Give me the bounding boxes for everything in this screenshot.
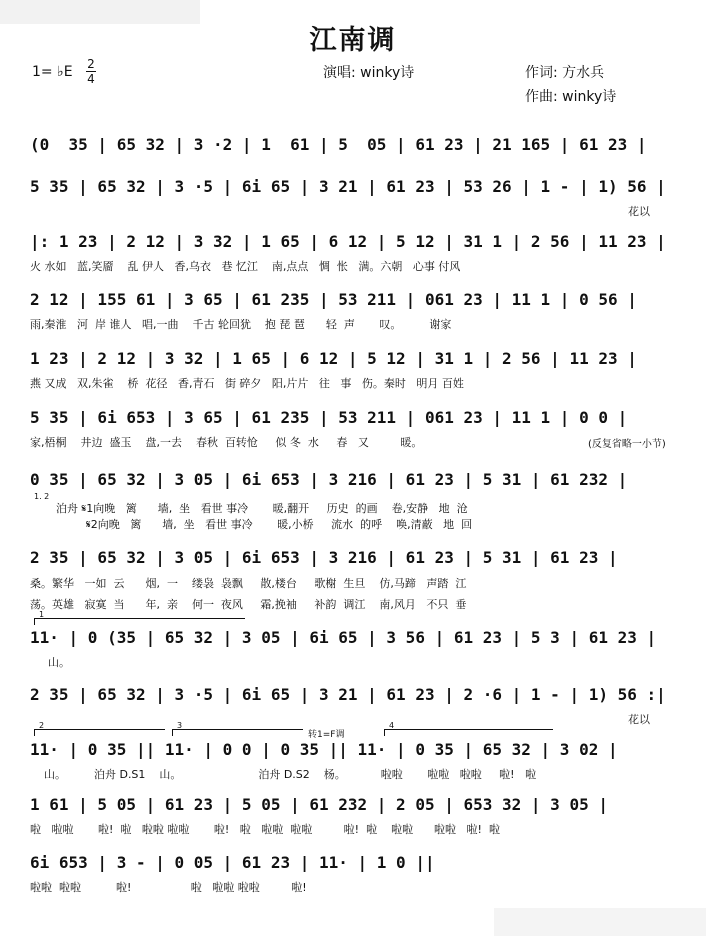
lyric-row-8a: 桑。繁华 一如 云 烟, 一 缕袅 袅飘 散,楼台 歌榭 生旦 仿,马蹄 声踏 江 (30, 577, 467, 590)
score-row-3: |: 1 23 | 2 12 | 3 32 | 1 65 | 6 12 | 5 12 | 31 1 | 2 56 | 11 23 | (30, 232, 666, 251)
bottom-panel (494, 908, 706, 936)
repeat-note: (反复省略一小节) (588, 439, 666, 450)
score-row-6: 5 35 | 6i 653 | 3 65 | 61 235 | 53 211 | 061 23 | 11 1 | 0 0 | (30, 408, 628, 427)
score-row-4: 2 12 | 155 61 | 3 65 | 61 235 | 53 211 | 061 23 | 11 1 | 0 56 | (30, 290, 637, 309)
lyric-row-5: 燕 又成 双,朱雀 桥 花径 香,青石 街 碎夕 阳,片片 往 事 伤。秦时 明月 百姓 (30, 377, 464, 390)
time-signature-bottom: 4 (87, 72, 95, 86)
score-row-8: 2 35 | 65 32 | 3 05 | 6i 653 | 3 216 | 61 23 | 5 31 | 61 23 | (30, 548, 618, 567)
lyric-row-7b: 𝄋2向晚 篱 墙, 坐 看世 事冷 暖,小桥 流水 的呼 唤,清蔽 地 回 (86, 518, 473, 531)
modulation-mark: 转1=F调 (308, 730, 345, 740)
time-signature (86, 58, 96, 85)
lyricist-credit: 作词: 方水兵 (525, 65, 605, 81)
volta-3 (172, 721, 303, 736)
volta-4-label: 4 (389, 721, 395, 730)
composer-credit: 作曲: winky诗 (525, 89, 617, 105)
volta-4 (384, 721, 553, 736)
volta-2-label: 2 (39, 721, 45, 730)
lyric-row-7a: 泊舟 𝄋1向晚 篱 墙, 坐 看世 事冷 暖,翻开 历史 的画 卷,安静 地 沧 (56, 502, 468, 515)
volta-1-label: 1 (39, 610, 45, 619)
lyric-row-11: 山。 泊舟 D.S1 山。 泊舟 D.S2 杨。 啦啦 啦啦 啦啦 啦! 啦 (44, 768, 537, 781)
volta-3-label: 3 (177, 721, 183, 730)
volta-1 (34, 610, 245, 625)
score-row-2: 5 35 | 65 32 | 3 ·5 | 6i 65 | 3 21 | 61 23 | 53 26 | 1 - | 1) 56 | (30, 177, 666, 196)
lyric-row-9: 山。 (48, 656, 70, 669)
lyric-row-6: 家,梧桐 井边 盛玉 盘,一去 春秋 百转怆 似 冬 水 春 又 暖。 (30, 436, 423, 449)
lyric-row-10: 花以 (628, 713, 650, 726)
lyric-row-13: 啦啦 啦啦 啦! 啦 啦啦 啦啦 啦! (30, 881, 307, 894)
page-title: 江南调 (309, 25, 397, 56)
score-row-12: 1 61 | 5 05 | 61 23 | 5 05 | 61 232 | 2 05 | 653 32 | 3 05 | (30, 795, 608, 814)
singer-credit: 演唱: winky诗 (323, 65, 415, 81)
lyric-row-8b: 荡。英雄 寂寞 当 年, 亲 何一 夜风 霜,挽袖 补韵 调江 南,风月 不只 垂 (30, 598, 467, 611)
score-row-9: 11· | 0 (35 | 65 32 | 3 05 | 6i 65 | 3 56 | 61 23 | 5 3 | 61 23 | (30, 628, 657, 647)
lyric-row-2: 花以 (628, 205, 650, 218)
score-row-1: (0 35 | 65 32 | 3 ·2 | 1 61 | 5 05 | 61 23 | 21 165 | 61 23 | (30, 135, 647, 154)
score-row-10: 2 35 | 65 32 | 3 ·5 | 6i 65 | 3 21 | 61 23 | 2 ·6 | 1 - | 1) 56 :| (30, 685, 666, 704)
lyric-row-3: 火 水如 蓝,笑靥 乱 伊人 香,乌衣 巷 忆江 南,点点 惆 怅 满。六朝 心事 付风 (30, 260, 461, 273)
lyric-row-4: 雨,秦淮 河 岸 谁人 唱,一曲 千古 轮回犹 抱 琵 琶 轻 声 叹。 谢家 (30, 318, 452, 331)
score-row-5: 1 23 | 2 12 | 3 32 | 1 65 | 6 12 | 5 12 | 31 1 | 2 56 | 11 23 | (30, 349, 637, 368)
score-row-7: 0 35 | 65 32 | 3 05 | 6i 653 | 3 216 | 61 23 | 5 31 | 61 232 | (30, 470, 628, 489)
time-signature-top: 2 (87, 57, 95, 71)
lyric-row-12: 啦 啦啦 啦! 啦 啦啦 啦啦 啦! 啦 啦啦 啦啦 啦! 啦 啦啦 啦啦 啦! 啦 (30, 823, 500, 836)
score-row-13: 6i 653 | 3 - | 0 05 | 61 23 | 11· | 1 0 || (30, 853, 435, 872)
score-row-11: 11· | 0 35 || 11· | 0 0 | 0 35 || 11· | 0 35 | 65 32 | 3 02 | (30, 740, 618, 759)
volta-2 (34, 721, 165, 736)
key-signature: 1= ♭E (32, 64, 73, 80)
verse-marks: 1. 2 (34, 492, 50, 501)
